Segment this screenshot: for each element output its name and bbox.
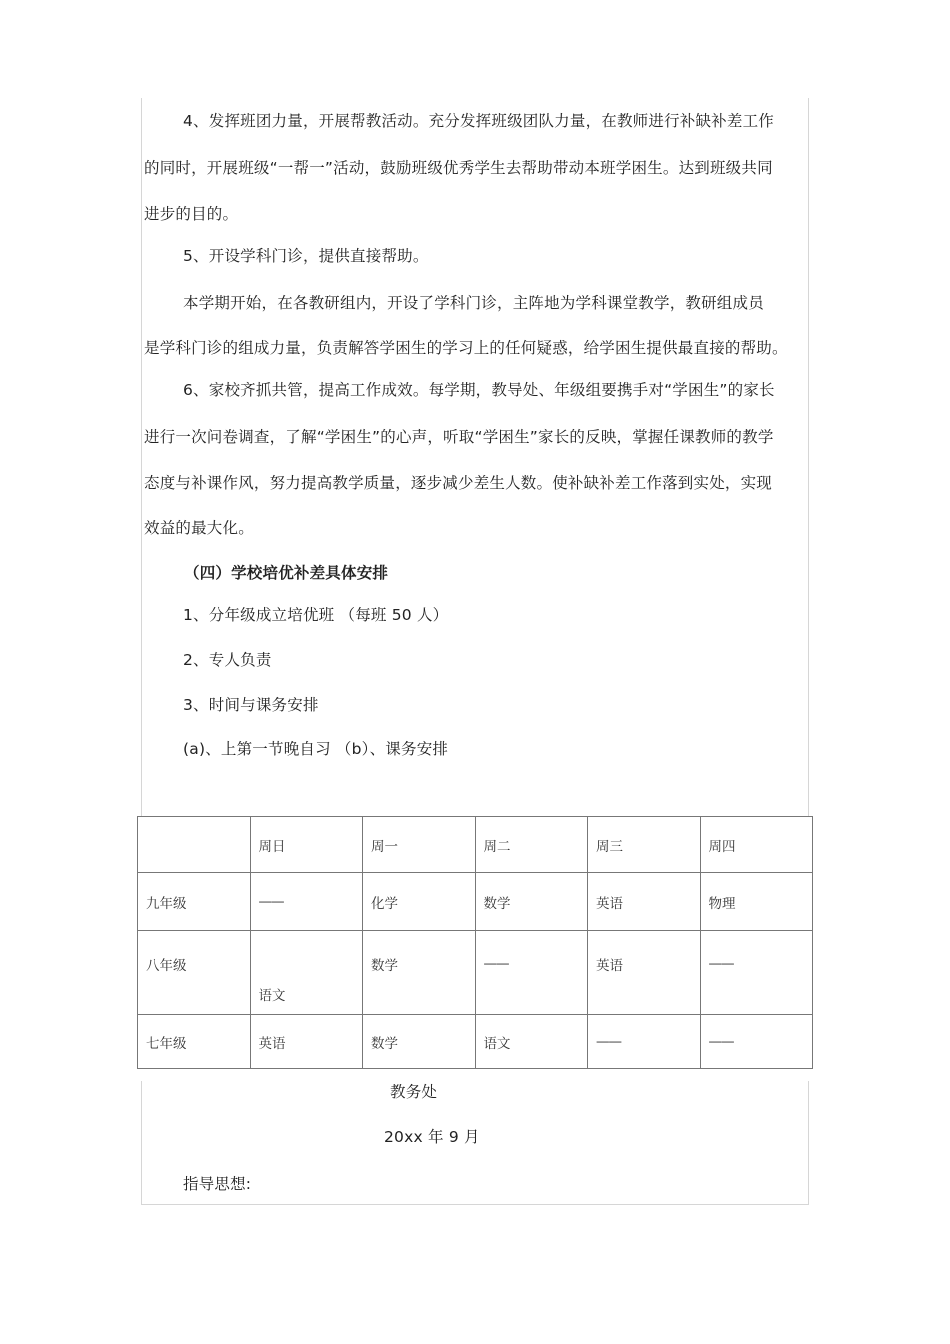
table-header-cell: [138, 817, 251, 873]
office-signature: 教务处: [390, 1083, 438, 1101]
table-row: [138, 931, 813, 1015]
section-4-item-3-sub: (a)、上第一节晚自习 （b）、课务安排: [183, 740, 449, 758]
table-cell: ——: [700, 931, 813, 1015]
table-cell: 数学: [475, 873, 588, 931]
table-cell: 英语: [250, 1015, 363, 1069]
schedule-table: [137, 816, 813, 1069]
paragraph-4-line-1: 4、发挥班团力量，开展帮教活动。充分发挥班级团队力量，在教师进行补缺补差工作: [183, 112, 774, 130]
table-cell: 数学: [363, 931, 476, 1015]
table-row: [138, 873, 813, 931]
table-cell: ——: [588, 1015, 701, 1069]
table-cell: 英语: [588, 931, 701, 1015]
next-section-heading: 指导思想:: [183, 1175, 252, 1193]
table-cell: 数学: [363, 1015, 476, 1069]
paragraph-6-line-1: 6、家校齐抓共管，提高工作成效。每学期，教导处、年级组要携手对“学困生”的家长: [183, 381, 775, 399]
section-4-item-1: 1、分年级成立培优班 （每班 50 人）: [183, 606, 449, 624]
paragraph-5-line-2: 是学科门诊的组成力量，负责解答学困生的学习上的任何疑惑，给学困生提供最直接的帮助。: [144, 339, 788, 357]
table-row-label: 九年级: [138, 873, 251, 931]
paragraph-6-line-3: 态度与补课作风，努力提高教学质量，逐步减少差生人数。使补缺补差工作落到实处，实现: [144, 474, 773, 492]
table-header-cell: 周二: [475, 817, 588, 873]
table-cell: 语文: [250, 931, 363, 1015]
section-4-item-2: 2、专人负责: [183, 651, 272, 669]
paragraph-4-line-3: 进步的目的。: [144, 205, 239, 223]
paragraph-6-line-4: 效益的最大化。: [144, 519, 254, 537]
table-header-cell: 周四: [700, 817, 813, 873]
paragraph-5-title: 5、开设学科门诊，提供直接帮助。: [183, 247, 429, 265]
table-cell: 物理: [700, 873, 813, 931]
document-date: 20xx 年 9 月: [384, 1128, 480, 1146]
table-cell: ——: [250, 873, 363, 931]
table-row-label: 八年级: [138, 931, 251, 1015]
section-4-heading: （四）学校培优补差具体安排: [184, 564, 389, 582]
table-row: [138, 1015, 813, 1069]
table-cell: ——: [700, 1015, 813, 1069]
paragraph-4-line-2: 的同时，开展班级“一帮一”活动，鼓励班级优秀学生去帮助带动本班学困生。达到班级共同: [144, 159, 773, 177]
table-cell: 化学: [363, 873, 476, 931]
table-cell: 英语: [588, 873, 701, 931]
paragraph-5-line-1: 本学期开始，在各教研组内，开设了学科门诊，主阵地为学科课堂教学，教研组成员: [183, 294, 764, 312]
table-cell: ——: [475, 931, 588, 1015]
section-4-item-3: 3、时间与课务安排: [183, 696, 319, 714]
table-header-row: [138, 817, 813, 873]
table-header-cell: 周三: [588, 817, 701, 873]
table-header-cell: 周日: [250, 817, 363, 873]
table-row-label: 七年级: [138, 1015, 251, 1069]
paragraph-6-line-2: 进行一次问卷调查，了解“学困生”的心声，听取“学困生”家长的反映，掌握任课教师的教学: [144, 428, 774, 446]
table-header-cell: 周一: [363, 817, 476, 873]
table-cell: 语文: [475, 1015, 588, 1069]
